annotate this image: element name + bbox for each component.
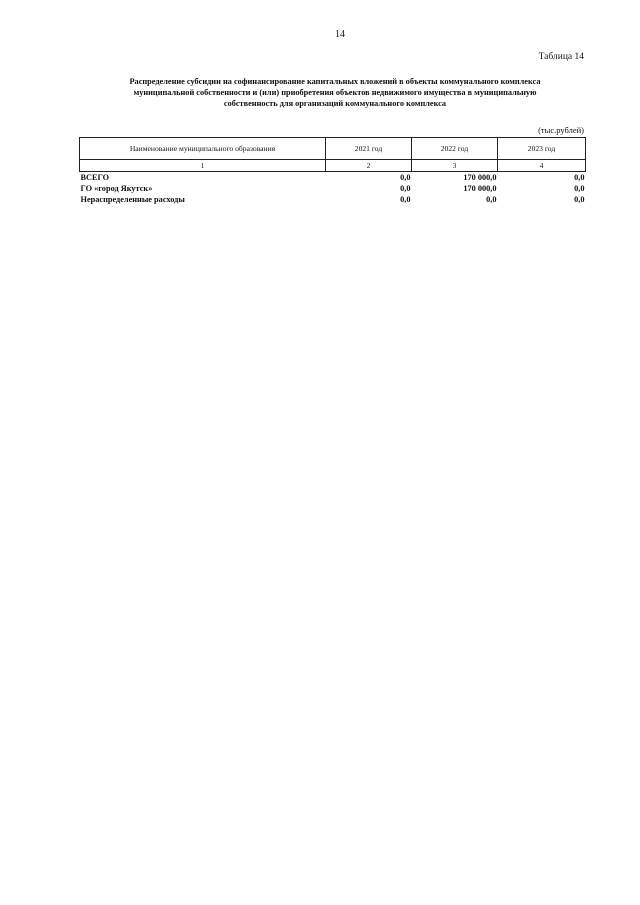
page-number: 14: [335, 29, 345, 40]
row-name: ГО «город Якутск»: [80, 184, 153, 193]
document-title: [95, 76, 575, 109]
subsidy-distribution-table: [79, 137, 586, 205]
cell-2023: 0,0: [574, 184, 585, 193]
table-label: Таблица 14: [538, 52, 584, 62]
table-row-yakutsk: [80, 183, 586, 194]
table-row-total: [80, 172, 586, 184]
column-header-2021: 2021 год: [326, 138, 412, 160]
row-name: ВСЕГО: [80, 173, 110, 182]
title-line: собственность для организаций коммунального комплекса: [223, 99, 447, 108]
column-number: 1: [80, 160, 326, 172]
cell-2023: 0,0: [574, 195, 585, 204]
column-number-row: [80, 160, 586, 172]
column-header-municipality: Наименование муниципального образования: [80, 138, 326, 160]
table-header-row: [80, 138, 586, 160]
cell-2021: 0,0: [400, 184, 411, 193]
units-label: (тыс.рублей): [538, 125, 584, 135]
column-number: 3: [412, 160, 498, 172]
title-line: муниципальной собственности и (или) приобретения объектов недвижимого имущества в муниципальную: [133, 88, 537, 97]
row-name: Нераспределенные расходы: [80, 195, 185, 204]
cell-2022: 170 000,0: [463, 184, 497, 193]
cell-2023: 0,0: [574, 173, 585, 182]
table-row-unallocated: [80, 194, 586, 205]
column-number: 4: [498, 160, 586, 172]
column-number: 2: [326, 160, 412, 172]
column-header-2023: 2023 год: [498, 138, 586, 160]
cell-2021: 0,0: [400, 173, 411, 182]
cell-2021: 0,0: [400, 195, 411, 204]
title-line: Распределение субсидии на софинансирование капитальных вложений в объекты коммунального комплекса: [129, 77, 541, 86]
column-header-2022: 2022 год: [412, 138, 498, 160]
cell-2022: 170 000,0: [463, 173, 497, 182]
cell-2022: 0,0: [486, 195, 497, 204]
